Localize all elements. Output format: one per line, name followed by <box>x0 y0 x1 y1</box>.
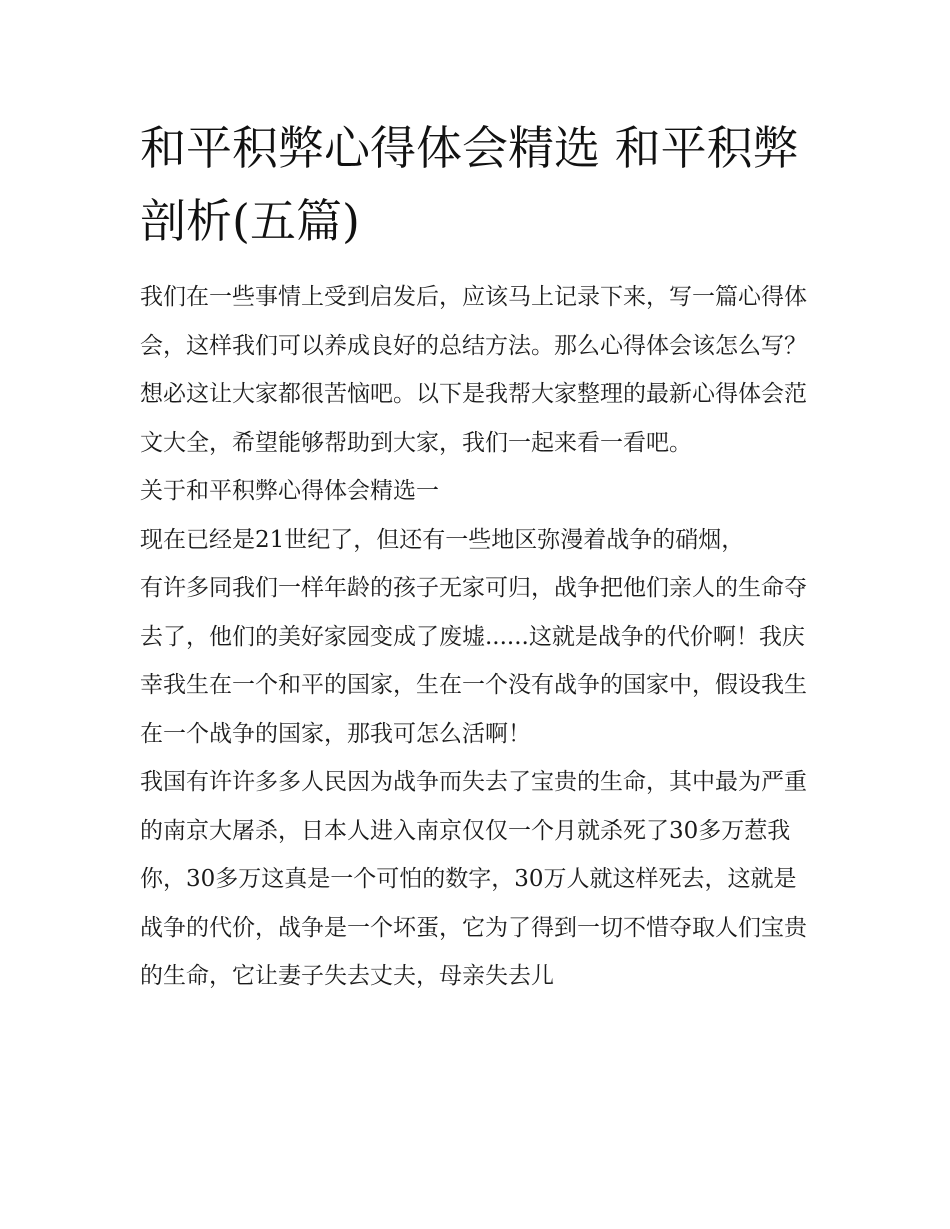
body-paragraph-3: 我国有许许多多人民因为战争而失去了宝贵的生命，其中最为严重的南京大屠杀，日本人进入南京仅仅一个月就杀死了30多万惹我你，30多万这真是一个可怕的数字，30万人就这样死去，这就是战争的代价，战争是一个坏蛋，它为了得到一切不惜夺取人们宝贵的生命，它让妻子失去丈夫，母亲失去儿 <box>140 769 807 989</box>
section-heading: 关于和平积弊心得体会精选一 <box>140 478 439 504</box>
intro-paragraph: 我们在一些事情上受到启发后，应该马上记录下来，写一篇心得体会，这样我们可以养成良好的总结方法。那么心得体会该怎么写？想必这让大家都很苦恼吧。以下是我帮大家整理的最新心得体会范文大全，希望能够帮助到大家，我们一起来看一看吧。 <box>140 284 807 456</box>
body-paragraph-2: 有许多同我们一样年龄的孩子无家可归，战争把他们亲人的生命夺去了，他们的美好家园变成了废墟......这就是战争的代价啊！我庆幸我生在一个和平的国家，生在一个没有战争的国家中，假设我生在一个战争的国家，那我可怎么活啊！ <box>140 575 807 747</box>
body-paragraph-1: 现在已经是21世纪了，但还有一些地区弥漫着战争的硝烟， <box>140 526 745 553</box>
document-body <box>140 112 812 1001</box>
document-title: 和平积弊心得体会精选 和平积弊剖析(五篇) <box>140 121 799 248</box>
